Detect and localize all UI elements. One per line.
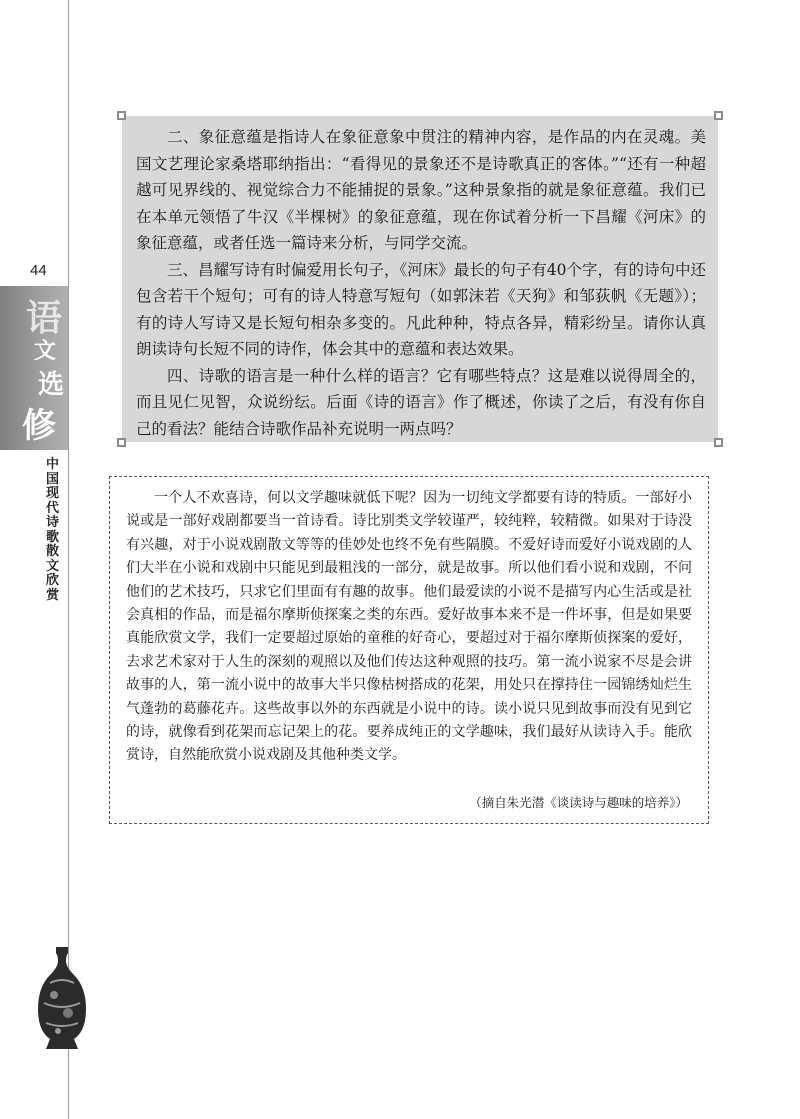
course-tab-char: 修 (22, 406, 56, 446)
question-paragraph: 四、诗歌的语言是一种什么样的语言？它有哪些特点？这是难以说得周全的，而且见仁见智，众说纷纭。后面《诗的语言》作了概述，你读了之后，有没有你自己的看法？能结合诗歌作品补充说明一两点吗？ (136, 366, 706, 438)
corner-ornament (117, 438, 126, 447)
vase-icon (36, 943, 88, 1053)
course-tab-char: 选 (38, 370, 65, 400)
corner-ornament (714, 111, 723, 120)
quote-box (109, 476, 709, 824)
question-paragraph: 二、象征意蕴是指诗人在象征意象中贯注的精神内容，是作品的内在灵魂。美国文艺理论家桑塔耶纳指出：“看得见的景象还不是诗歌真正的客体。”“还有一种超越可见界线的、视觉综合力不能捕捉的景象。”这种景象指的就是象征意蕴。我们已在本单元领悟了牛汉《半棵树》的象征意蕴，现在你试着分析一下昌耀《河床》的象征意蕴，或者任选一篇诗来分析，与同学交流。 (136, 128, 706, 252)
corner-ornament (117, 111, 126, 120)
course-tab (0, 286, 68, 450)
question-paragraph: 三、昌耀写诗有时偏爱用长句子，《河床》最长的句子有40个字，有的诗句中还包含若干个短句；可有的诗人特意写短句（如郭沫若《天狗》和邹荻帆《无题》）；有的诗人写诗又是长短句相杂多变的。凡此种种，特点各异，精彩纷呈。请你认真朗读诗句长短不同的诗作，体会其中的意蕴和表达效果。 (136, 260, 706, 358)
corner-ornament (714, 438, 723, 447)
series-title: 中国现代诗歌散文欣赏 (46, 457, 60, 603)
course-tab-char: 文 (34, 338, 57, 364)
course-tab-char: 语 (26, 297, 63, 339)
quote-source: （摘自朱光潜《谈读诗与趣味的培养》） (469, 796, 688, 810)
page-number: 44 (30, 262, 47, 279)
questions-box (122, 116, 718, 442)
quote-text: 一个人不欢喜诗，何以文学趣味就低下呢？因为一切纯文学都要有诗的特质。一部好小说或是一部好戏剧都要当一首诗看。诗比别类文学较谨严，较纯粹，较精微。如果对于诗没有兴趣，对于小说戏剧散文等等的佳妙处也终不免有些隔膜。不爱好诗而爱好小说戏剧的人们大半在小说和戏剧中只能见到最粗浅的一部分，就是故事。所以他们看小说和戏剧，不问他们的艺术技巧，只求它们里面有有趣的故事。他们最爱读的小说不是描写内心生活或是社会真相的作品，而是福尔摩斯侦探案之类的东西。爱好故事本来不是一件坏事，但是如果要真能欣赏文学，我们一定要超过原始的童稚的好奇心，要超过对于福尔摩斯侦探案的爱好，去求艺术家对于人生的深刻的观照以及他们传达这种观照的技巧。第一流小说家不尽是会讲故事的人，第一流小说中的故事大半只像枯树搭成的花架，用处只在撑持住一园锦绣灿烂生气蓬勃的葛藤花卉。这些故事以外的东西就是小说中的诗。读小说只见到故事而没有见到它的诗，就像看到花架而忘记架上的花。要养成纯正的文学趣味，我们最好从读诗入手。能欣赏诗，自然能欣赏小说戏剧及其他种类文学。 (126, 491, 692, 764)
